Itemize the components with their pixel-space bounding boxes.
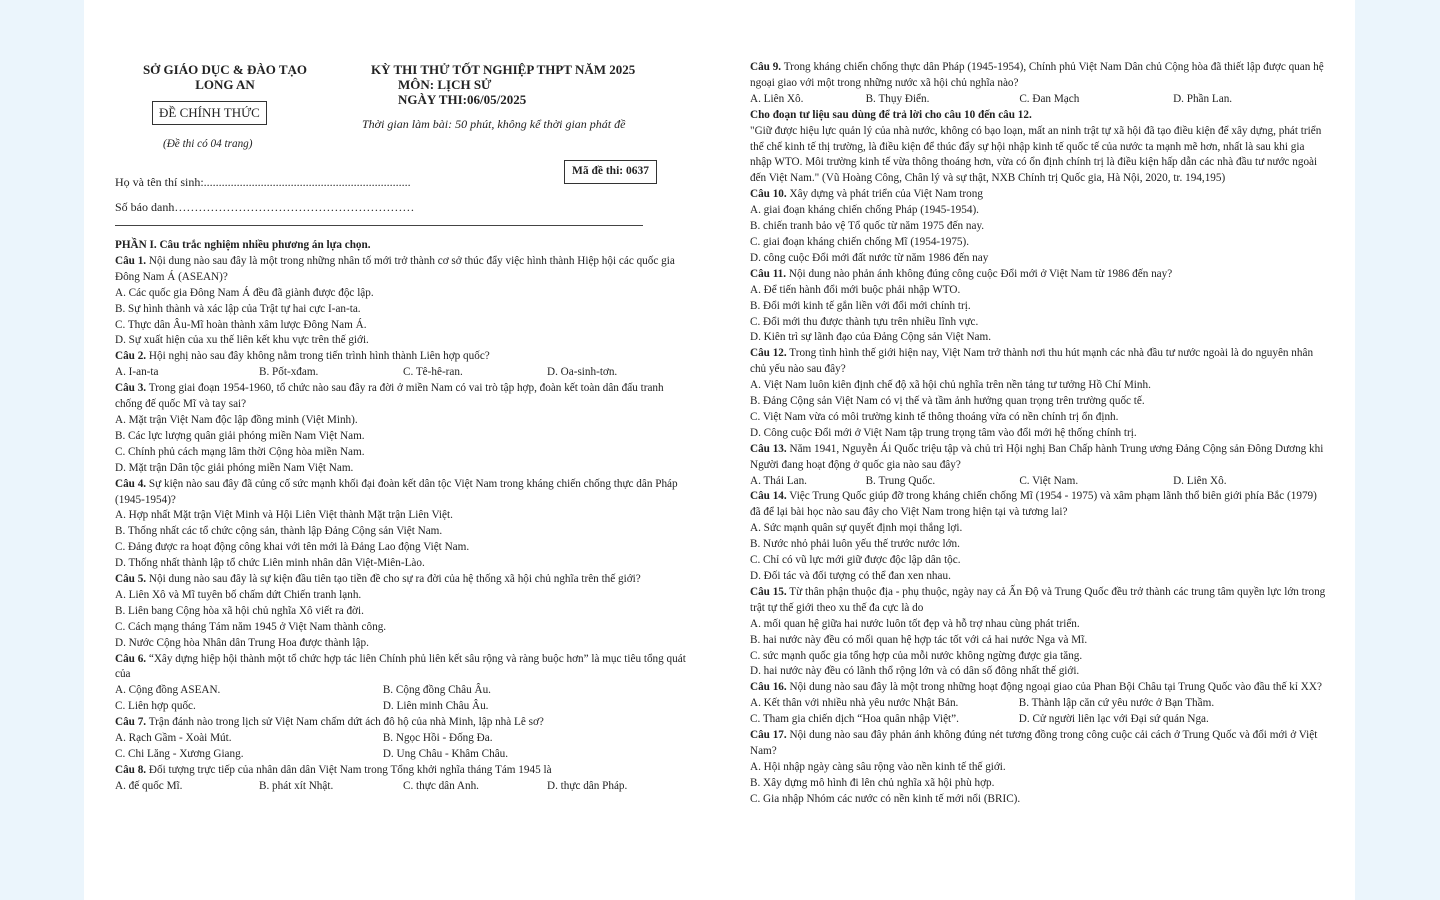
question — [750, 680, 1328, 696]
answer-option: B. hai nước này đều có mối quan hệ hợp tác tốt với cả hai nước Nga và Mĩ. — [750, 633, 1088, 646]
answer-option: C. Đan Mạch — [1019, 92, 1080, 105]
question — [115, 715, 691, 731]
answer-option: C. Liên hợp quốc. — [115, 700, 196, 713]
answer-option: A. mối quan hệ giữa hai nước luôn tốt đẹp và hỗ trợ nhau cùng phát triển. — [750, 617, 1080, 630]
question-label: Câu 8. — [115, 763, 147, 776]
answer-option: C. giai đoạn kháng chiến chống Mĩ (1954-1975). — [750, 235, 970, 248]
question — [750, 585, 1328, 617]
question-text: Nội dung nào sau đây là sự kiện đầu tiên tạo tiền đề cho sự ra đời của hệ thống xã hội chủ nghĩa trên thế giới? — [148, 573, 641, 586]
options-row — [115, 747, 691, 763]
answer-option: A. Cộng đồng ASEAN. — [115, 684, 221, 697]
answer-option: B. Trung Quốc. — [865, 474, 936, 487]
candidate-name-field: Họ và tên thí sinh:..................................................................... — [115, 175, 411, 189]
question-text: Trong giai đoạn 1954-1960, tổ chức nào sau đây ra đời ở miền Nam có vai trò tập hợp, đoàn kết toàn dân đấu tranh chống đế quốc Mĩ và tay sai? — [115, 382, 664, 411]
answer-option: B. Đổi mới kinh tế gắn liền với đổi mới chính trị. — [750, 299, 971, 312]
options-row — [115, 699, 691, 715]
question-text: Trong kháng chiến chống thực dân Pháp (1945-1954), Chính phủ Việt Nam Dân chủ Cộng hòa đã thiết lập được quan hệ ngoại giao với một trong những nước xã hội chủ nghĩa nào? — [750, 61, 1324, 89]
candidate-number-field: Số báo danh…………………………………………………… — [115, 200, 415, 214]
answer-option: C. Tê-hê-ran. — [403, 366, 463, 379]
exam-subject: MÔN: LỊCH SỬ — [398, 77, 492, 92]
answer-option: C. Tham gia chiến dịch “Hoa quân nhập Việt”. — [750, 713, 959, 726]
answer-option: C. Chính phủ cách mạng lâm thời Cộng hòa miền Nam. — [115, 445, 365, 458]
question — [750, 267, 1328, 283]
question-text: Năm 1941, Nguyễn Ái Quốc triệu tập và chủ trì Hội nghị Ban Chấp hành Trung ương Đảng Cộng sản Đông Dương khi Người đang hoạt động ở quốc gia nào sau đây? — [750, 442, 1324, 471]
answer-option: A. đế quốc Mĩ. — [115, 779, 183, 792]
question-label: Câu 11. — [750, 267, 787, 280]
pages-note: (Đề thi có 04 trang) — [163, 138, 253, 150]
question-text: Từ thân phận thuộc địa - phụ thuộc, ngày nay cả Ấn Độ và Trung Quốc đều trở thành các trung tâm quyền lực lớn trong trật tự thế giới theo xu thế đa cực là do — [750, 585, 1326, 614]
answer-option: D. Kiên trì sự lãnh đạo của Đảng Cộng sản Việt Nam. — [750, 331, 992, 344]
answer-option: A. I-an-ta — [115, 366, 159, 379]
question-text: Sự kiện nào sau đây đã củng cố sức mạnh khối đại đoàn kết dân tộc Việt Nam trong kháng chiến chống thực dân Pháp (1945-1954)? — [115, 477, 678, 506]
answer-option: B. Đảng Cộng sản Việt Nam có vị thế và tầm ảnh hưởng quan trọng trên trường quốc tế. — [750, 395, 1145, 408]
part1-title: PHẦN I. Câu trắc nghiệm nhiều phương án lựa chọn. — [115, 239, 371, 251]
question-label: Câu 15. — [750, 585, 787, 598]
answer-option: D. Công cuộc Đổi mới ở Việt Nam tập trung trọng tâm vào đổi mới hệ thống chính trị. — [750, 426, 1137, 439]
question-text: Việc Trung Quốc giúp đỡ trong kháng chiến chống Mĩ (1954 - 1975) và xâm phạm lãnh thổ biên giới phía Bắc (1979) đã để lại bài học nào sau đây cho Việt Nam trong hiện tại và tương lai? — [750, 490, 1317, 519]
answer-option: A. Hợp nhất Mặt trận Việt Minh và Hội Liên Việt thành Mặt trận Liên Việt. — [115, 509, 453, 522]
question-text: Nội dung nào phản ánh không đúng công cuộc Đổi mới ở Việt Nam từ 1986 đến nay? — [788, 267, 1173, 280]
question — [750, 187, 1328, 203]
question-label: Câu 1. — [115, 254, 147, 267]
passage-text: "Giữ được hiệu lực quản lý của nhà nước, không có bạo loạn, mất an ninh trật tự xã hội đã tạo điều kiện để xây dựng, phát triển thể chế kinh tế thị trường, là điều kiện để thúc đẩy sự hội nhập kinh tế quốc tế của nước ta mạnh mẽ hơn, nhất là sau khi gia nhập WTO. Môi trường kinh tế vừa thông thoáng hơn, vừa có ổn định chính trị là điều kiện hấp dẫn các nhà đầu tư nước ngoài đến Việt Nam." (Vũ Hoàng Công, Chân lý và sự thật, NXB Chính trị Quốc gia, Hà Nội, 2020, tr. 194,195) — [750, 124, 1322, 185]
answer-option: D. Đối tác và đối tượng có thể đan xen nhau. — [750, 570, 951, 582]
answer-option: B. Xây dựng mô hình đi lên chủ nghĩa xã hội phù hợp. — [750, 776, 995, 789]
question-text: Trận đánh nào trong lịch sử Việt Nam chấm dứt ách đô hộ của nhà Minh, lập nhà Lê sơ? — [148, 716, 544, 729]
options-row — [750, 474, 1328, 490]
province-line: LONG AN — [195, 77, 255, 92]
answer-option: D. Oa-sinh-tơn. — [547, 366, 618, 379]
question — [750, 442, 1328, 474]
question — [115, 763, 691, 779]
answer-option: A. Rạch Gầm - Xoài Mút. — [115, 732, 232, 745]
answer-option: B. phát xít Nhật. — [259, 779, 334, 792]
answer-option: C. sức mạnh quốc gia tổng hợp của mỗi nước không ngừng được gia tăng. — [750, 649, 1083, 662]
question-label: Câu 5. — [115, 573, 147, 586]
answer-option: A. Mặt trận Việt Nam độc lập đồng minh (Việt Minh). — [115, 413, 358, 426]
options-row — [750, 92, 1328, 108]
question-label: Câu 17. — [750, 729, 787, 742]
question-label: Câu 6. — [115, 652, 147, 665]
answer-option: D. Mặt trận Dân tộc giải phóng miền Nam Việt Nam. — [115, 461, 354, 474]
answer-option: A. Kết thân với nhiều nhà yêu nước Nhật Bản. — [750, 697, 959, 710]
left-column — [115, 0, 691, 795]
right-column — [750, 0, 1328, 808]
options-row — [115, 779, 691, 795]
question-label: Câu 13. — [750, 442, 787, 455]
answer-option: B. Cộng đồng Châu Âu. — [382, 684, 491, 697]
options-row — [115, 683, 691, 699]
answer-option: C. Thực dân Âu-Mĩ hoàn thành xâm lược Đông Nam Á. — [115, 318, 367, 331]
question — [115, 254, 691, 286]
question-label: Câu 12. — [750, 347, 787, 360]
question-label: Câu 4. — [115, 477, 147, 490]
right-top-spacer — [750, 0, 1328, 60]
question-text: Nội dung nào sau đây là một trong những hoạt động ngoại giao của Phan Bội Châu tại Trung Quốc vào đầu thế kỉ XX? — [789, 681, 1322, 694]
answer-option: B. Sự hình thành và xác lập của Trật tự hai cực I-an-ta. — [115, 302, 361, 315]
question-label: Câu 2. — [115, 350, 147, 363]
dept-name — [125, 62, 325, 92]
answer-option: B. Thụy Điển. — [865, 92, 930, 105]
answer-option: A. Liên Xô và Mĩ tuyên bố chấm dứt Chiến tranh lạnh. — [115, 588, 362, 601]
answer-option: B. Liên bang Cộng hòa xã hội chủ nghĩa Xô viết ra đời. — [115, 604, 364, 617]
question — [115, 572, 691, 588]
header-divider — [115, 225, 643, 226]
answer-option: C. Cách mạng tháng Tám năm 1945 ở Việt Nam thành công. — [115, 620, 387, 633]
options-row — [750, 696, 1328, 712]
question-label: Câu 16. — [750, 681, 787, 694]
answer-option: D. Cử người liên lạc với Đại sứ quán Nga. — [1018, 713, 1209, 726]
options-row — [115, 731, 691, 747]
question-label: Câu 3. — [115, 382, 147, 395]
answer-option: A. Sức mạnh quân sự quyết định mọi thắng lợi. — [750, 522, 963, 535]
question-text: Xây dựng và phát triển của Việt Nam trong — [789, 188, 983, 201]
question — [115, 349, 691, 365]
question — [750, 60, 1328, 92]
answer-option: D. công cuộc Đổi mới đất nước từ năm 1986 đến nay — [750, 251, 989, 264]
answer-option: C. Chỉ có vũ lực mới giữ được độc lập dân tộc. — [750, 554, 961, 567]
answer-option: C. Việt Nam vừa có môi trường kinh tế thông thoáng vừa có nền chính trị ổn định. — [750, 410, 1119, 423]
answer-option: C. Chi Lăng - Xương Giang. — [115, 748, 244, 760]
options-row — [115, 365, 691, 381]
exam-header — [115, 0, 691, 238]
question — [750, 489, 1328, 521]
answer-option: D. Nước Cộng hòa Nhân dân Trung Hoa được thành lập. — [115, 636, 369, 649]
question-label: Câu 7. — [115, 716, 147, 729]
question-label: Câu 10. — [750, 188, 787, 201]
answer-option: C. Việt Nam. — [1019, 474, 1079, 487]
question-label: Câu 9. — [750, 61, 782, 73]
question-text: “Xây dựng hiệp hội thành một tổ chức hợp tác liên Chính phủ liên kết sâu rộng và ràng buộc hơn” là mục tiêu tổng quát của — [115, 652, 686, 681]
question-text: Nội dung nào sau đây là một trong những nhân tố mới trở thành cơ sở thúc đẩy việc hình thành Hiệp hội các quốc gia Đông Nam Á (ASEAN)? — [115, 254, 675, 283]
answer-option: A. giai đoạn kháng chiến chống Pháp (1945-1954). — [750, 204, 979, 217]
options-row — [750, 712, 1328, 728]
answer-option: B. Thành lập căn cứ yêu nước ở Bạn Thầm. — [1018, 697, 1215, 710]
question — [750, 346, 1328, 378]
question — [115, 652, 691, 684]
answer-option: B. Pốt-xđam. — [259, 366, 319, 379]
answer-option: B. Nước nhỏ phải luôn yếu thế trước nước lớn. — [750, 538, 960, 551]
time-note: Thời gian làm bài: 50 phút, không kể thời gian phát đề — [362, 117, 626, 131]
answer-option: C. Đảng được ra hoạt động công khai với tên mới là Đảng Lao động Việt Nam. — [115, 541, 470, 554]
dept-line: SỞ GIÁO DỤC & ĐÀO TẠO — [142, 62, 308, 77]
answer-option: C. Đổi mới thu được thành tựu trên nhiều lĩnh vực. — [750, 315, 979, 328]
exam-date: NGÀY THI:06/05/2025 — [398, 92, 527, 107]
question — [115, 477, 691, 509]
answer-option: B. Thống nhất các tổ chức cộng sản, thành lập Đảng Cộng sản Việt Nam. — [115, 525, 443, 538]
question-text: Trong tình hình thế giới hiện nay, Việt Nam trở thành nơi thu hút mạnh các nhà đầu tư nước ngoài là do nguyên nhân chủ yếu nào sau đây? — [750, 347, 1314, 376]
question — [750, 728, 1328, 760]
answer-option: D. Phần Lan. — [1173, 92, 1233, 105]
answer-option: B. chiến tranh bảo vệ Tổ quốc từ năm 1975 đến nay. — [750, 220, 985, 233]
question-text: Nội dung nào sau đây phản ánh không đúng nét tương đồng trong công cuộc cải cách ở Trung Quốc và đổi mới ở Việt Nam? — [750, 729, 1318, 757]
left-question-list — [115, 254, 691, 795]
right-question-list — [750, 60, 1328, 808]
answer-option: B. Ngọc Hồi - Đống Đa. — [382, 732, 493, 745]
answer-option: D. Liên minh Châu Âu. — [382, 700, 489, 713]
answer-option: D. Thống nhất thành lập tổ chức Liên minh nhân dân Việt-Miên-Lào. — [115, 557, 425, 570]
answer-option: D. thực dân Pháp. — [547, 779, 628, 792]
passage-title: Cho đoạn tư liệu sau dùng để trả lời cho câu 10 đến câu 12. — [750, 108, 1032, 121]
exam-code: Mã đề thi: 0637 — [564, 160, 657, 184]
question-text: Hội nghị nào sau đây không nằm trong tiến trình hình thành Liên hợp quốc? — [148, 350, 490, 363]
answer-option: C. Gia nhập Nhóm các nước có nền kinh tế mới nổi (BRIC). — [750, 792, 1021, 805]
answer-option: C. thực dân Anh. — [403, 779, 479, 792]
answer-option: A. Hội nhập ngày càng sâu rộng vào nền kinh tế thế giới. — [750, 760, 1006, 773]
answer-option: A. Liên Xô. — [750, 92, 804, 105]
answer-option: D. Liên Xô. — [1173, 474, 1227, 487]
answer-option: D. Ung Châu - Khâm Châu. — [382, 748, 509, 760]
question — [115, 381, 691, 413]
exam-title: KỲ THI THỬ TỐT NGHIỆP THPT NĂM 2025 — [371, 62, 636, 77]
answer-option: B. Các lực lượng quân giải phóng miền Nam Việt Nam. — [115, 429, 365, 442]
answer-option: A. Để tiến hành đổi mới buộc phải nhập WTO. — [750, 283, 961, 296]
answer-option: A. Các quốc gia Đông Nam Á đều đã giành được độc lập. — [115, 286, 374, 299]
answer-option: A. Thái Lan. — [750, 474, 807, 487]
exam-title-block — [371, 62, 635, 107]
answer-option: D. Sự xuất hiện của xu thế liên kết khu vực trên thế giới. — [115, 334, 369, 347]
exam-page — [84, 0, 1355, 900]
official-label: ĐỀ CHÍNH THỨC — [152, 101, 267, 125]
answer-option: A. Việt Nam luôn kiên định chế độ xã hội chủ nghĩa trên nền tảng tư tưởng Hồ Chí Minh. — [750, 379, 1151, 392]
question-label: Câu 14. — [750, 490, 787, 503]
question-text: Đối tượng trực tiếp của nhân dân dân Việt Nam trong Tổng khởi nghĩa tháng Tám 1945 là — [148, 763, 552, 776]
answer-option: D. hai nước này đều có lãnh thổ rộng lớn và có dân số đông nhất thế giới. — [750, 665, 1080, 678]
